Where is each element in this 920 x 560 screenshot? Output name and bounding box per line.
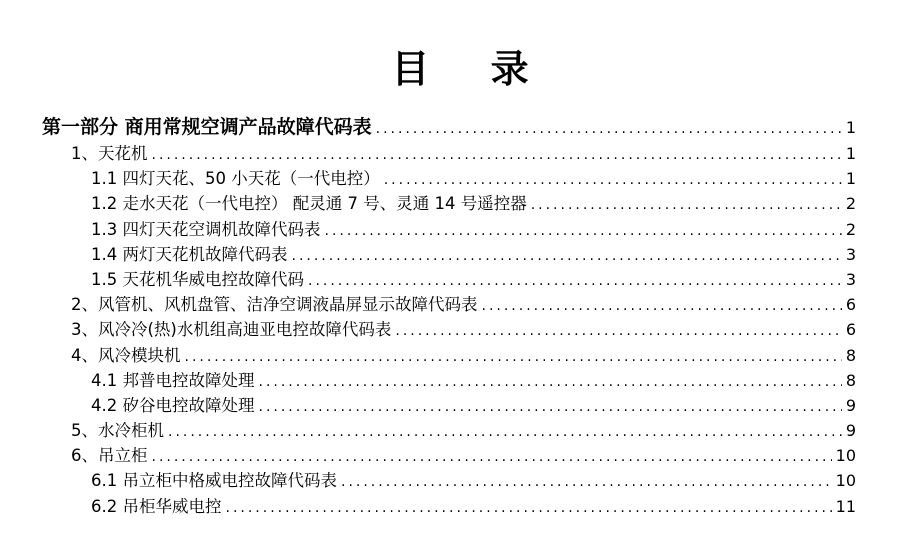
toc-entry-text: 4.1 邦普电控故障处理 [91, 370, 255, 390]
toc-page-number: 9 [845, 395, 856, 415]
toc-leader-dots [152, 147, 842, 163]
toc-list [0, 112, 920, 518]
toc-entry[interactable] [91, 467, 856, 492]
toc-title: 目 录 [391, 47, 553, 91]
toc-entry-text: 3、风冷冷(热)水机组高迪亚电控故障代码表 [71, 320, 392, 340]
toc-page-number: 2 [845, 219, 856, 239]
toc-entry[interactable] [91, 216, 856, 241]
toc-leader-dots [152, 449, 832, 465]
toc-page-number: 1 [845, 169, 856, 189]
toc-leader-dots [259, 399, 842, 415]
toc-entry[interactable] [91, 493, 856, 518]
toc-page-number: 11 [835, 496, 856, 516]
toc-leader-dots [226, 500, 832, 516]
toc-leader-dots [395, 323, 841, 339]
toc-page-number: 6 [845, 320, 856, 340]
toc-page-number: 9 [845, 421, 856, 441]
toc-entry[interactable] [71, 140, 856, 165]
toc-entry-text: 2、风管机、风机盘管、洁净空调液晶屏显示故障代码表 [71, 295, 478, 315]
toc-entry[interactable] [91, 190, 856, 215]
toc-entry-text: 1、天花机 [71, 144, 148, 163]
toc-leader-dots [325, 223, 842, 239]
toc-entry-text: 6、吊立柜 [71, 446, 148, 466]
toc-entry-text: 第一部分 商用常规空调产品故障代码表 [42, 116, 372, 138]
toc-entry[interactable] [71, 316, 856, 341]
toc-entry[interactable] [91, 165, 856, 190]
toc-page-number: 8 [845, 345, 856, 365]
toc-leader-dots [185, 349, 842, 365]
toc-entry[interactable] [42, 112, 856, 140]
toc-entry-text: 6.2 吊柜华威电控 [91, 496, 222, 516]
toc-entry-text: 1.5 天花机华威电控故障代码 [91, 269, 304, 289]
toc-leader-dots [341, 474, 832, 490]
toc-leader-dots [482, 298, 842, 314]
toc-entry-text: 4.2 矽谷电控故障处理 [91, 395, 255, 415]
toc-entry[interactable] [91, 241, 856, 266]
toc-entry-text: 1.1 四灯天花、50 小天花（一代电控） [91, 169, 380, 189]
toc-leader-dots [531, 197, 842, 213]
toc-leader-dots [292, 248, 842, 264]
toc-entry[interactable] [91, 392, 856, 417]
toc-page-number: 1 [845, 118, 856, 137]
toc-entry-text: 6.1 吊立柜中格威电控故障代码表 [91, 471, 337, 491]
toc-entry-text: 4、风冷模块机 [71, 345, 181, 365]
toc-entry-text: 1.2 走水天花（一代电控） 配灵通 7 号、灵通 14 号遥控器 [91, 194, 527, 214]
toc-entry-text: 5、水冷柜机 [71, 421, 164, 441]
toc-page-number: 3 [845, 269, 856, 289]
toc-entry[interactable] [71, 291, 856, 316]
toc-entry[interactable] [91, 266, 856, 291]
toc-entry[interactable] [71, 442, 856, 467]
toc-entry-text: 1.4 两灯天花机故障代码表 [91, 244, 288, 264]
toc-page-number: 3 [845, 244, 856, 264]
toc-entry[interactable] [91, 367, 856, 392]
toc-entry[interactable] [71, 417, 856, 442]
toc-leader-dots [259, 374, 842, 390]
toc-leader-dots [376, 121, 842, 137]
toc-page-number: 2 [845, 194, 856, 214]
toc-page-number: 10 [835, 471, 856, 491]
toc-leader-dots [168, 424, 842, 440]
toc-leader-dots [308, 273, 842, 289]
toc-entry[interactable] [71, 342, 856, 367]
toc-page-number: 6 [845, 295, 856, 315]
toc-page-number: 10 [835, 446, 856, 466]
toc-page-number: 8 [845, 370, 856, 390]
toc-page-number: 1 [845, 144, 856, 163]
toc-entry-text: 1.3 四灯天花空调机故障代码表 [91, 219, 321, 239]
toc-leader-dots [384, 172, 842, 188]
